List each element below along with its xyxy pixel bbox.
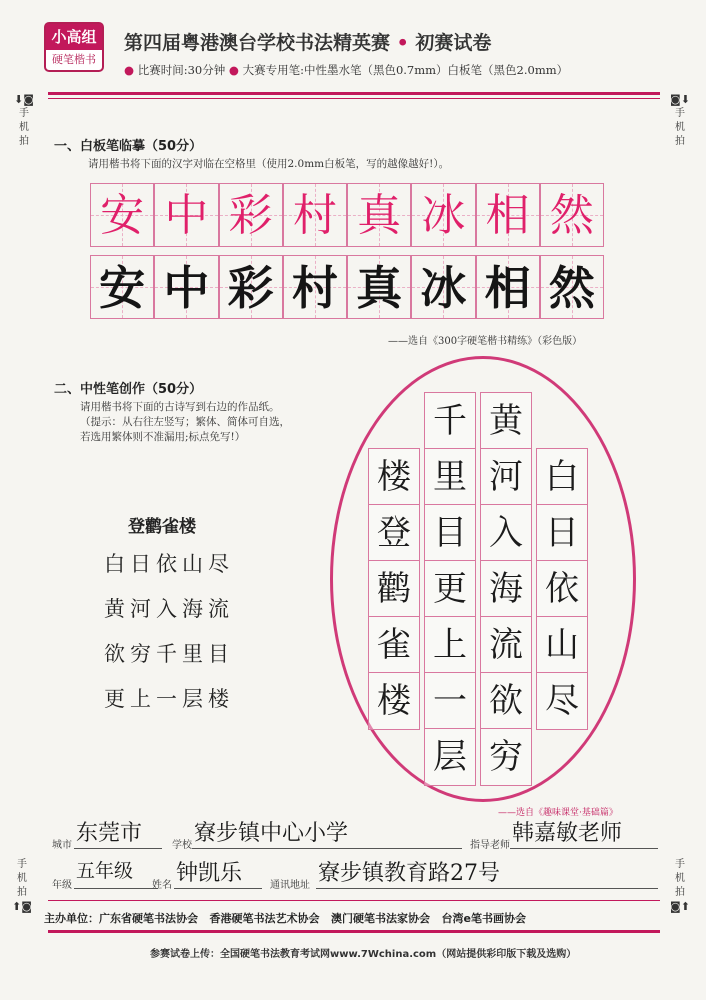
grade-underline	[74, 888, 158, 889]
bullet-icon: ●	[124, 63, 135, 77]
handwritten-char: 真	[356, 261, 403, 315]
grade-label: 年级	[52, 880, 72, 891]
handwritten-cell	[540, 255, 604, 319]
city-underline	[74, 848, 162, 849]
section1-heading: 一、白板笔临摹（50分）	[54, 139, 203, 154]
model-char: 安	[100, 190, 145, 241]
title-separator: •	[396, 32, 409, 54]
model-char: 村	[292, 190, 337, 241]
handwritten-cell	[476, 255, 540, 319]
artwork-char: 黄	[481, 393, 531, 449]
name-label: 姓名	[152, 880, 172, 891]
teacher-field[interactable]: 韩嘉敏老师	[512, 821, 623, 846]
artwork-char: 一	[425, 673, 475, 729]
model-cell	[540, 183, 604, 247]
artwork-column	[536, 448, 588, 730]
artwork-char: 入	[481, 505, 531, 561]
model-char: 然	[549, 190, 594, 241]
handwritten-cell	[90, 255, 154, 319]
artwork-char: 目	[425, 505, 475, 561]
handwritten-char: 冰	[420, 261, 467, 315]
artwork-char: 山	[537, 617, 587, 673]
header-rule-thin	[48, 98, 660, 99]
handwritten-cell	[411, 255, 475, 319]
footer-rule-thick	[48, 930, 660, 933]
artwork-column	[480, 392, 532, 786]
model-cell	[283, 183, 347, 247]
practice-char-grid[interactable]	[90, 255, 604, 319]
model-cell	[154, 183, 218, 247]
bullet-icon: ●	[228, 63, 239, 77]
handwritten-char: 村	[291, 261, 338, 315]
school-underline	[192, 848, 462, 849]
artwork-char: 流	[481, 617, 531, 673]
artwork-char: 白	[537, 449, 587, 505]
artwork-char: 上	[425, 617, 475, 673]
artwork-char: 依	[537, 561, 587, 617]
model-cell	[90, 183, 154, 247]
teacher-label: 指导老师	[470, 840, 510, 851]
artwork-char: 海	[481, 561, 531, 617]
artwork-char: 河	[481, 449, 531, 505]
model-char: 真	[357, 190, 402, 241]
exam-pens: 大赛专用笔:中性墨水笔（黑色0.7mm）白板笔（黑色2.0mm）	[242, 63, 569, 77]
handwritten-cell	[283, 255, 347, 319]
city-field[interactable]: 东莞市	[76, 821, 143, 846]
address-underline	[316, 888, 658, 889]
artwork-char: 楼	[369, 449, 419, 505]
poem-line: 白日依山尽	[104, 552, 234, 576]
poem-line: 更上一层楼	[104, 687, 234, 711]
competition-badge	[44, 22, 104, 72]
side-label-bottom-right: 手机拍 ◙⬆	[668, 858, 692, 914]
handwritten-char: 相	[484, 261, 531, 315]
artwork-column	[368, 448, 420, 730]
model-cell	[347, 183, 411, 247]
model-char: 冰	[421, 190, 466, 241]
camera-icon: ◙⬆	[670, 900, 690, 913]
model-cell	[411, 183, 475, 247]
address-field[interactable]: 寮步镇教育路27号	[318, 861, 500, 886]
model-cell	[219, 183, 283, 247]
page-title: 第四届粤港澳台学校书法精英赛 • 初赛试卷	[124, 32, 492, 54]
poem-line: 欲穷千里目	[104, 642, 234, 666]
address-label: 通讯地址	[270, 880, 310, 891]
artwork-char: 尽	[545, 681, 579, 721]
handwritten-cell	[219, 255, 283, 319]
poem-title: 登鹳雀楼	[128, 517, 196, 537]
exam-info	[124, 62, 568, 78]
handwritten-cell	[154, 255, 218, 319]
exam-time: 比赛时间:30分钟	[137, 63, 226, 77]
grade-field[interactable]: 五年级	[76, 860, 134, 882]
side-label-top-left: ⬇◙ 手机拍	[12, 93, 36, 149]
city-label: 城市	[52, 840, 72, 851]
section1-source: ——选自《300字硬笔楷书精练》（彩色版）	[388, 336, 583, 347]
artwork-char: 里	[425, 449, 475, 505]
side-label-top-right: ◙⬇ 手机拍	[668, 93, 692, 149]
school-field[interactable]: 寮步镇中心小学	[194, 821, 349, 846]
upload-note: 参赛试卷上传：全国硬笔书法教育考试网www.7Wchina.com（网站提供彩印版下载及选购）	[150, 949, 577, 960]
section2-heading: 二、中性笔创作（50分）	[54, 382, 203, 397]
artwork-char: 更	[425, 561, 475, 617]
model-char: 彩	[228, 190, 273, 241]
section1-instruction: 请用楷书将下面的汉字对临在空格里（使用2.0mm白板笔，写的越像越好!）。	[88, 158, 450, 170]
badge-group: 小高组	[46, 24, 102, 50]
organizers: 主办单位：广东省硬笔书法协会 香港硬笔书法艺术协会 澳门硬笔书法家协会 台湾e笔书画协会	[44, 912, 526, 925]
name-underline	[174, 888, 262, 889]
handwritten-char: 然	[548, 261, 595, 315]
section2-instruction: 请用楷书将下面的古诗写到右边的作品纸。 （提示：从右往左竖写；繁体、简体可自选， 若选用繁体则不准漏用;标点免写!）	[80, 401, 290, 443]
camera-icon: ⬇◙	[14, 93, 34, 106]
artwork-char: 欲	[481, 673, 531, 729]
camera-icon: ◙⬇	[670, 93, 690, 106]
section2-source: ——选自《趣味课堂·基础篇》	[498, 808, 618, 818]
artwork-column	[424, 392, 476, 786]
handwritten-char: 彩	[227, 261, 274, 315]
title-suffix: 初赛试卷	[415, 32, 492, 54]
artwork-char: 雀	[369, 617, 419, 673]
handwritten-char: 安	[99, 261, 146, 315]
artwork-char: 穷	[489, 737, 523, 777]
artwork-char: 层	[433, 737, 467, 777]
handwritten-char: 中	[163, 261, 210, 315]
poem-line: 黄河入海流	[104, 597, 234, 621]
artwork-char: 千	[425, 393, 475, 449]
model-char-grid	[90, 183, 604, 247]
artwork-char: 鹳	[369, 561, 419, 617]
teacher-underline	[510, 848, 658, 849]
footer-rule	[48, 900, 660, 901]
side-label-bottom-left: 手机拍 ⬆◙	[10, 858, 34, 914]
badge-style: 硬笔楷书	[52, 53, 96, 66]
name-field[interactable]: 钟凯乐	[176, 861, 243, 886]
model-cell	[476, 183, 540, 247]
artwork-char: 日	[537, 505, 587, 561]
model-char: 中	[164, 190, 209, 241]
handwritten-cell	[347, 255, 411, 319]
header-rule	[48, 92, 660, 95]
school-label: 学校	[172, 840, 192, 851]
artwork-char: 楼	[377, 681, 411, 721]
camera-icon: ⬆◙	[12, 900, 32, 913]
artwork-char: 登	[369, 505, 419, 561]
model-char: 相	[485, 190, 530, 241]
